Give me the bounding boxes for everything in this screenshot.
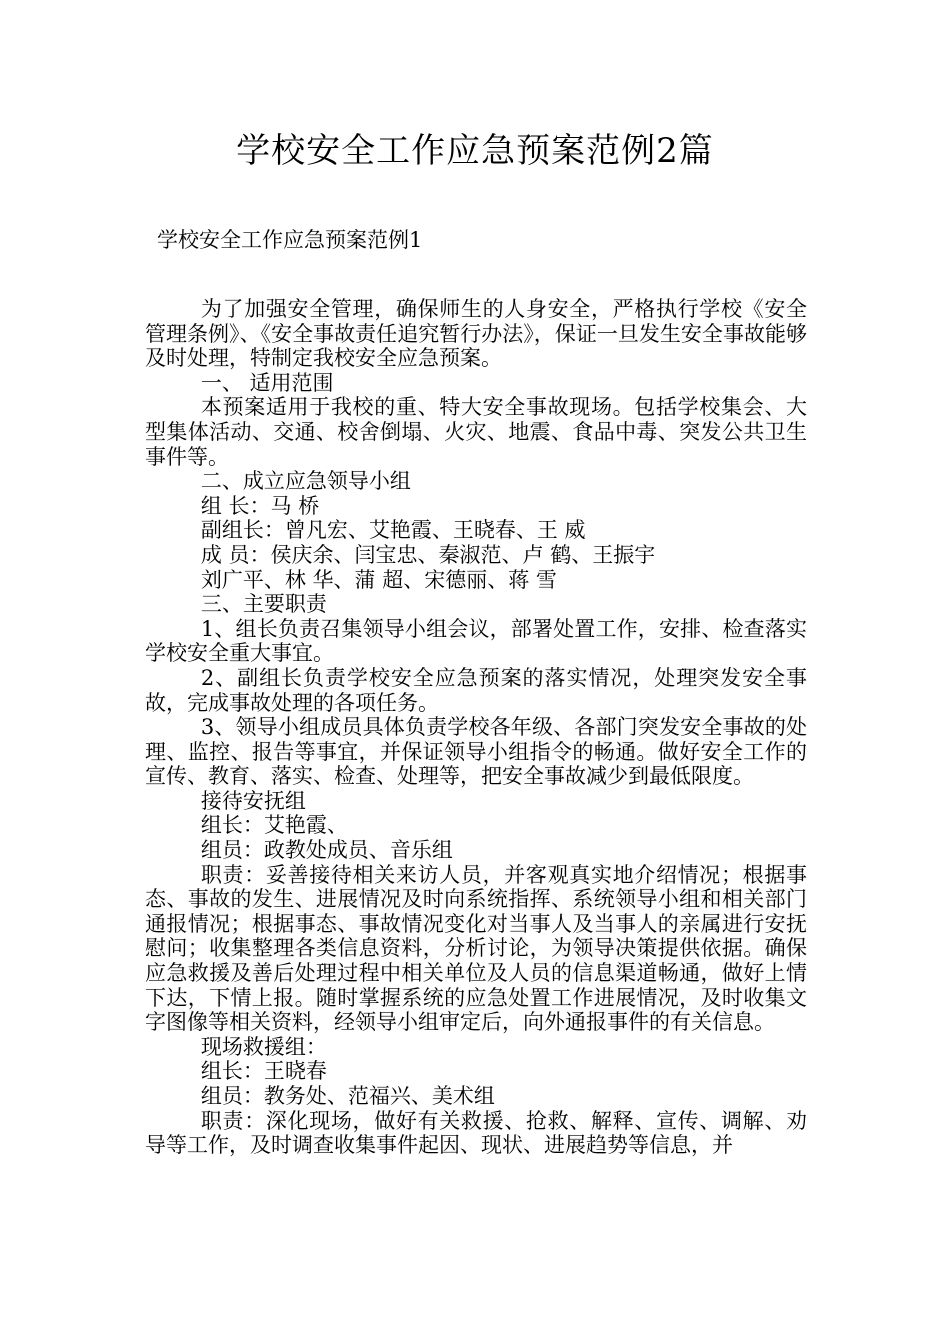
line-group-leader: 组 长：马 桥 [200, 493, 320, 518]
line-members-continued: 刘广平、林 华、蒲 超、宋德丽、蒋 雪 [200, 567, 557, 592]
document-title: 学校安全工作应急预案范例2篇 [236, 131, 714, 171]
heading-reception-group: 接待安抚组 [200, 788, 306, 813]
line-rescue-leader: 组长：王晓春 [200, 1059, 327, 1084]
paragraph-duty-2: 2、副组长负责学校安全应急预案的落实情况，处理突发安全事故，完成事故处理的各项任务。 [145, 665, 807, 715]
heading-main-duties: 三、主要职责 [200, 592, 327, 617]
paragraph-scope: 本预案适用于我校的重、特大安全事故现场。包括学校集会、大型集体活动、交通、校舍倒塌、火灾、地震、食品中毒、突发公共卫生事件等。 [145, 395, 807, 469]
line-reception-leader: 组长：艾艳霞、 [200, 813, 348, 838]
paragraph-rescue-duties: 职责：深化现场，做好有关救援、抢救、解释、宣传、调解、劝导等工作，及时调查收集事件起因、现状、进展趋势等信息，并 [145, 1108, 807, 1158]
line-rescue-members: 组员：教务处、范福兴、美术组 [200, 1084, 495, 1108]
paragraph-duty-1: 1、组长负责召集领导小组会议，部署处置工作，安排、检查落实学校安全重大事宜。 [145, 616, 807, 666]
heading-scope: 一、 适用范围 [200, 370, 334, 395]
line-members: 成 员：侯庆余、闫宝忠、秦淑范、卢 鹤、王振宇 [200, 542, 656, 567]
line-deputy-leaders: 副组长：曾凡宏、艾艳霞、王晓春、王 威 [200, 518, 586, 543]
document-body [145, 297, 807, 1158]
paragraph-reception-duties: 职责：妥善接待相关来访人员，并客观真实地介绍情况；根据事态、事故的发生、进展情况及时向系统指挥、系统领导小组和相关部门通报情况；根据事态、事故情况变化对当事人及当事人的亲属进行安抚慰问；收集整理各类信息资料，分析讨论，为领导决策提供依据。确保应急救援及善后处理过程中相关单位及人员的信息渠道畅通，做好上情下达，下情上报。随时掌握系统的应急处置工作进展情况，及时收集文字图像等相关资料，经领导小组审定后，向外通报事件的有关信息。 [145, 862, 807, 1035]
heading-rescue-group: 现场救援组： [200, 1034, 327, 1059]
heading-leadership-group: 二、成立应急领导小组 [200, 469, 411, 494]
paragraph-intro: 为了加强安全管理，确保师生的人身安全，严格执行学校《安全管理条例》、《安全事故责任追究暂行办法》，保证一旦发生安全事故能够及时处理，特制定我校安全应急预案。 [145, 297, 807, 371]
paragraph-duty-3: 3、领导小组成员具体负责学校各年级、各部门突发安全事故的处理、监控、报告等事宜，并保证领导小组指令的畅通。做好安全工作的宣传、教育、落实、检查、处理等，把安全事故减少到最低限度。 [145, 715, 807, 789]
line-reception-members: 组员：政教处成员、音乐组 [200, 838, 453, 863]
document-subtitle: 学校安全工作应急预案范例1 [157, 228, 423, 252]
